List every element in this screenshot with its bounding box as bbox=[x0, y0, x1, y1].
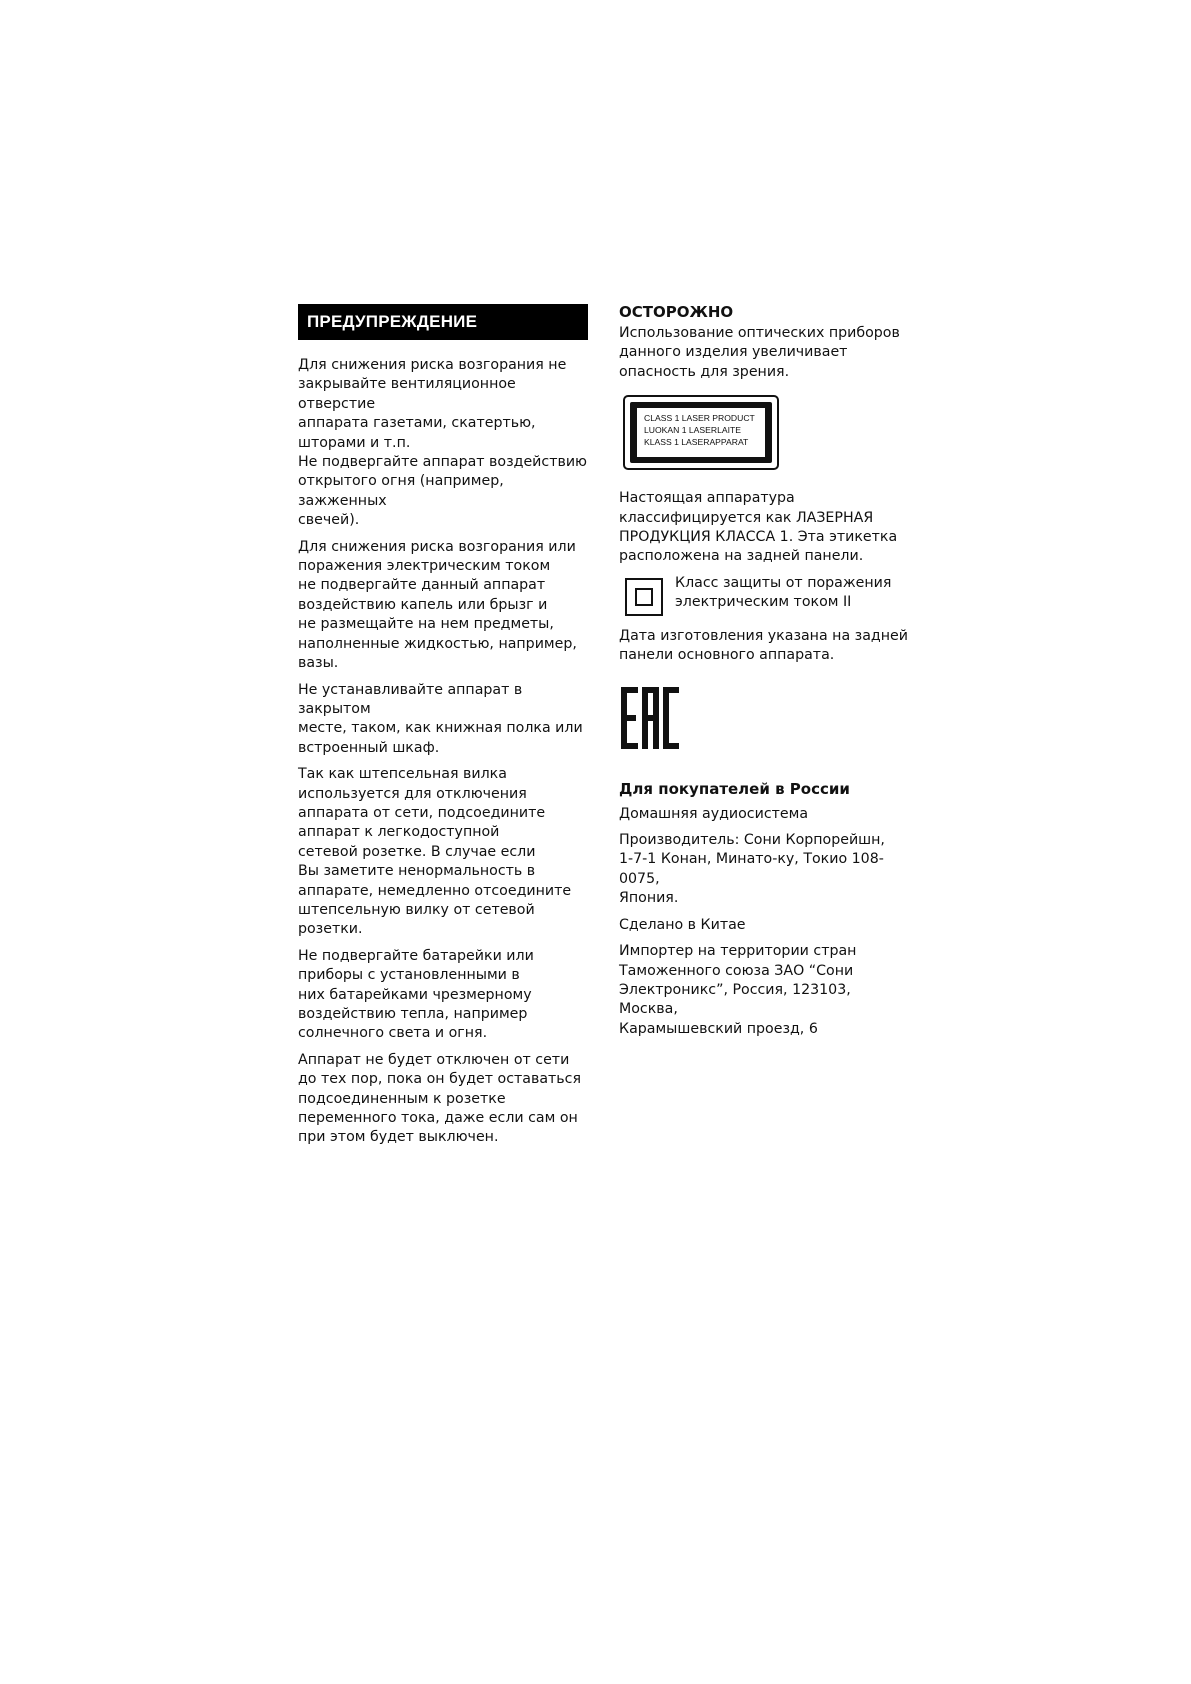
warning-title: ПРЕДУПРЕЖДЕНИЕ bbox=[298, 304, 588, 340]
left-column bbox=[298, 302, 588, 1155]
warning-paragraph-batteries: Не подвергайте батарейки или приборы с установленными в них батарейками чрезмерному воздействию тепла, например солнечного света и огня. bbox=[298, 947, 534, 1042]
manufacture-date-paragraph: Дата изготовления указана на задней панели основного аппарата. bbox=[619, 627, 908, 664]
product-type-paragraph: Домашняя аудиосистема bbox=[619, 805, 809, 822]
protection-class-row bbox=[619, 574, 909, 616]
eac-certification-icon bbox=[621, 687, 679, 749]
warning-paragraph-liquids: Для снижения риска возгорания или поражения электрическим током не подвергайте данный аппарат воздействию капель или брызг и не размещайте на нем предметы, наполненные жидкостью, например, вазы. bbox=[298, 538, 577, 672]
laser-product-label bbox=[623, 395, 779, 470]
warning-paragraph-plug: Так как штепсельная вилка используется для отключения аппарата от сети, подсоедините аппарат к легкодоступной сетевой розетке. В случае если Вы заметите ненормальность в аппарате, немедленно отсоедините штепсельную вилку от сетевой розетки. bbox=[298, 766, 572, 938]
warning-paragraph-enclosed-space: Не устанавливайте аппарат в закрытом месте, таком, как книжная полка или встроенный шкаф. bbox=[298, 681, 583, 756]
protection-class-text: Класс защиты от поражения электрическим током II bbox=[675, 574, 892, 611]
warning-paragraph-power: Аппарат не будет отключен от сети до тех пор, пока он будет оставаться подсоединенным к розетке переменного тока, даже если сам он при этом будет выключен. bbox=[298, 1051, 581, 1146]
laser-class-paragraph: Настоящая аппаратура классифицируется как ЛАЗЕРНАЯ ПРОДУКЦИЯ КЛАССА 1. Эта этикетка расположена на задней панели. bbox=[619, 490, 898, 565]
laser-label-text: CLASS 1 LASER PRODUCT LUOKAN 1 LASERLAITE KLASS 1 LASERAPPARAT bbox=[637, 408, 765, 457]
caution-paragraph: Использование оптических приборов данного изделия увеличивает опасность для зрения. bbox=[619, 325, 900, 380]
importer-paragraph: Импортер на территории стран Таможенного союза ЗАО “Сони Электроникс”, Россия, 123103, Москва, Карамышевский проезд, 6 bbox=[619, 943, 857, 1037]
double-insulation-icon bbox=[625, 578, 663, 616]
right-column bbox=[619, 302, 909, 1046]
caution-title: ОСТОРОЖНО bbox=[619, 303, 734, 321]
laser-label-frame bbox=[630, 402, 772, 463]
warning-paragraph-ventilation: Для снижения риска возгорания не закрывайте вентиляционное отверстие аппарата газетами, скатертью, шторами и т.п. Не подвергайте аппарат воздействию открытого огня (например, зажженных свечей). bbox=[298, 357, 587, 529]
manufacturer-paragraph: Производитель: Сони Корпорейшн, 1-7-1 Конан, Минато-ку, Токио 108-0075, Япония. bbox=[619, 832, 885, 907]
made-in-paragraph: Сделано в Китае bbox=[619, 916, 746, 933]
russia-buyers-title: Для покупателей в России bbox=[619, 779, 850, 798]
